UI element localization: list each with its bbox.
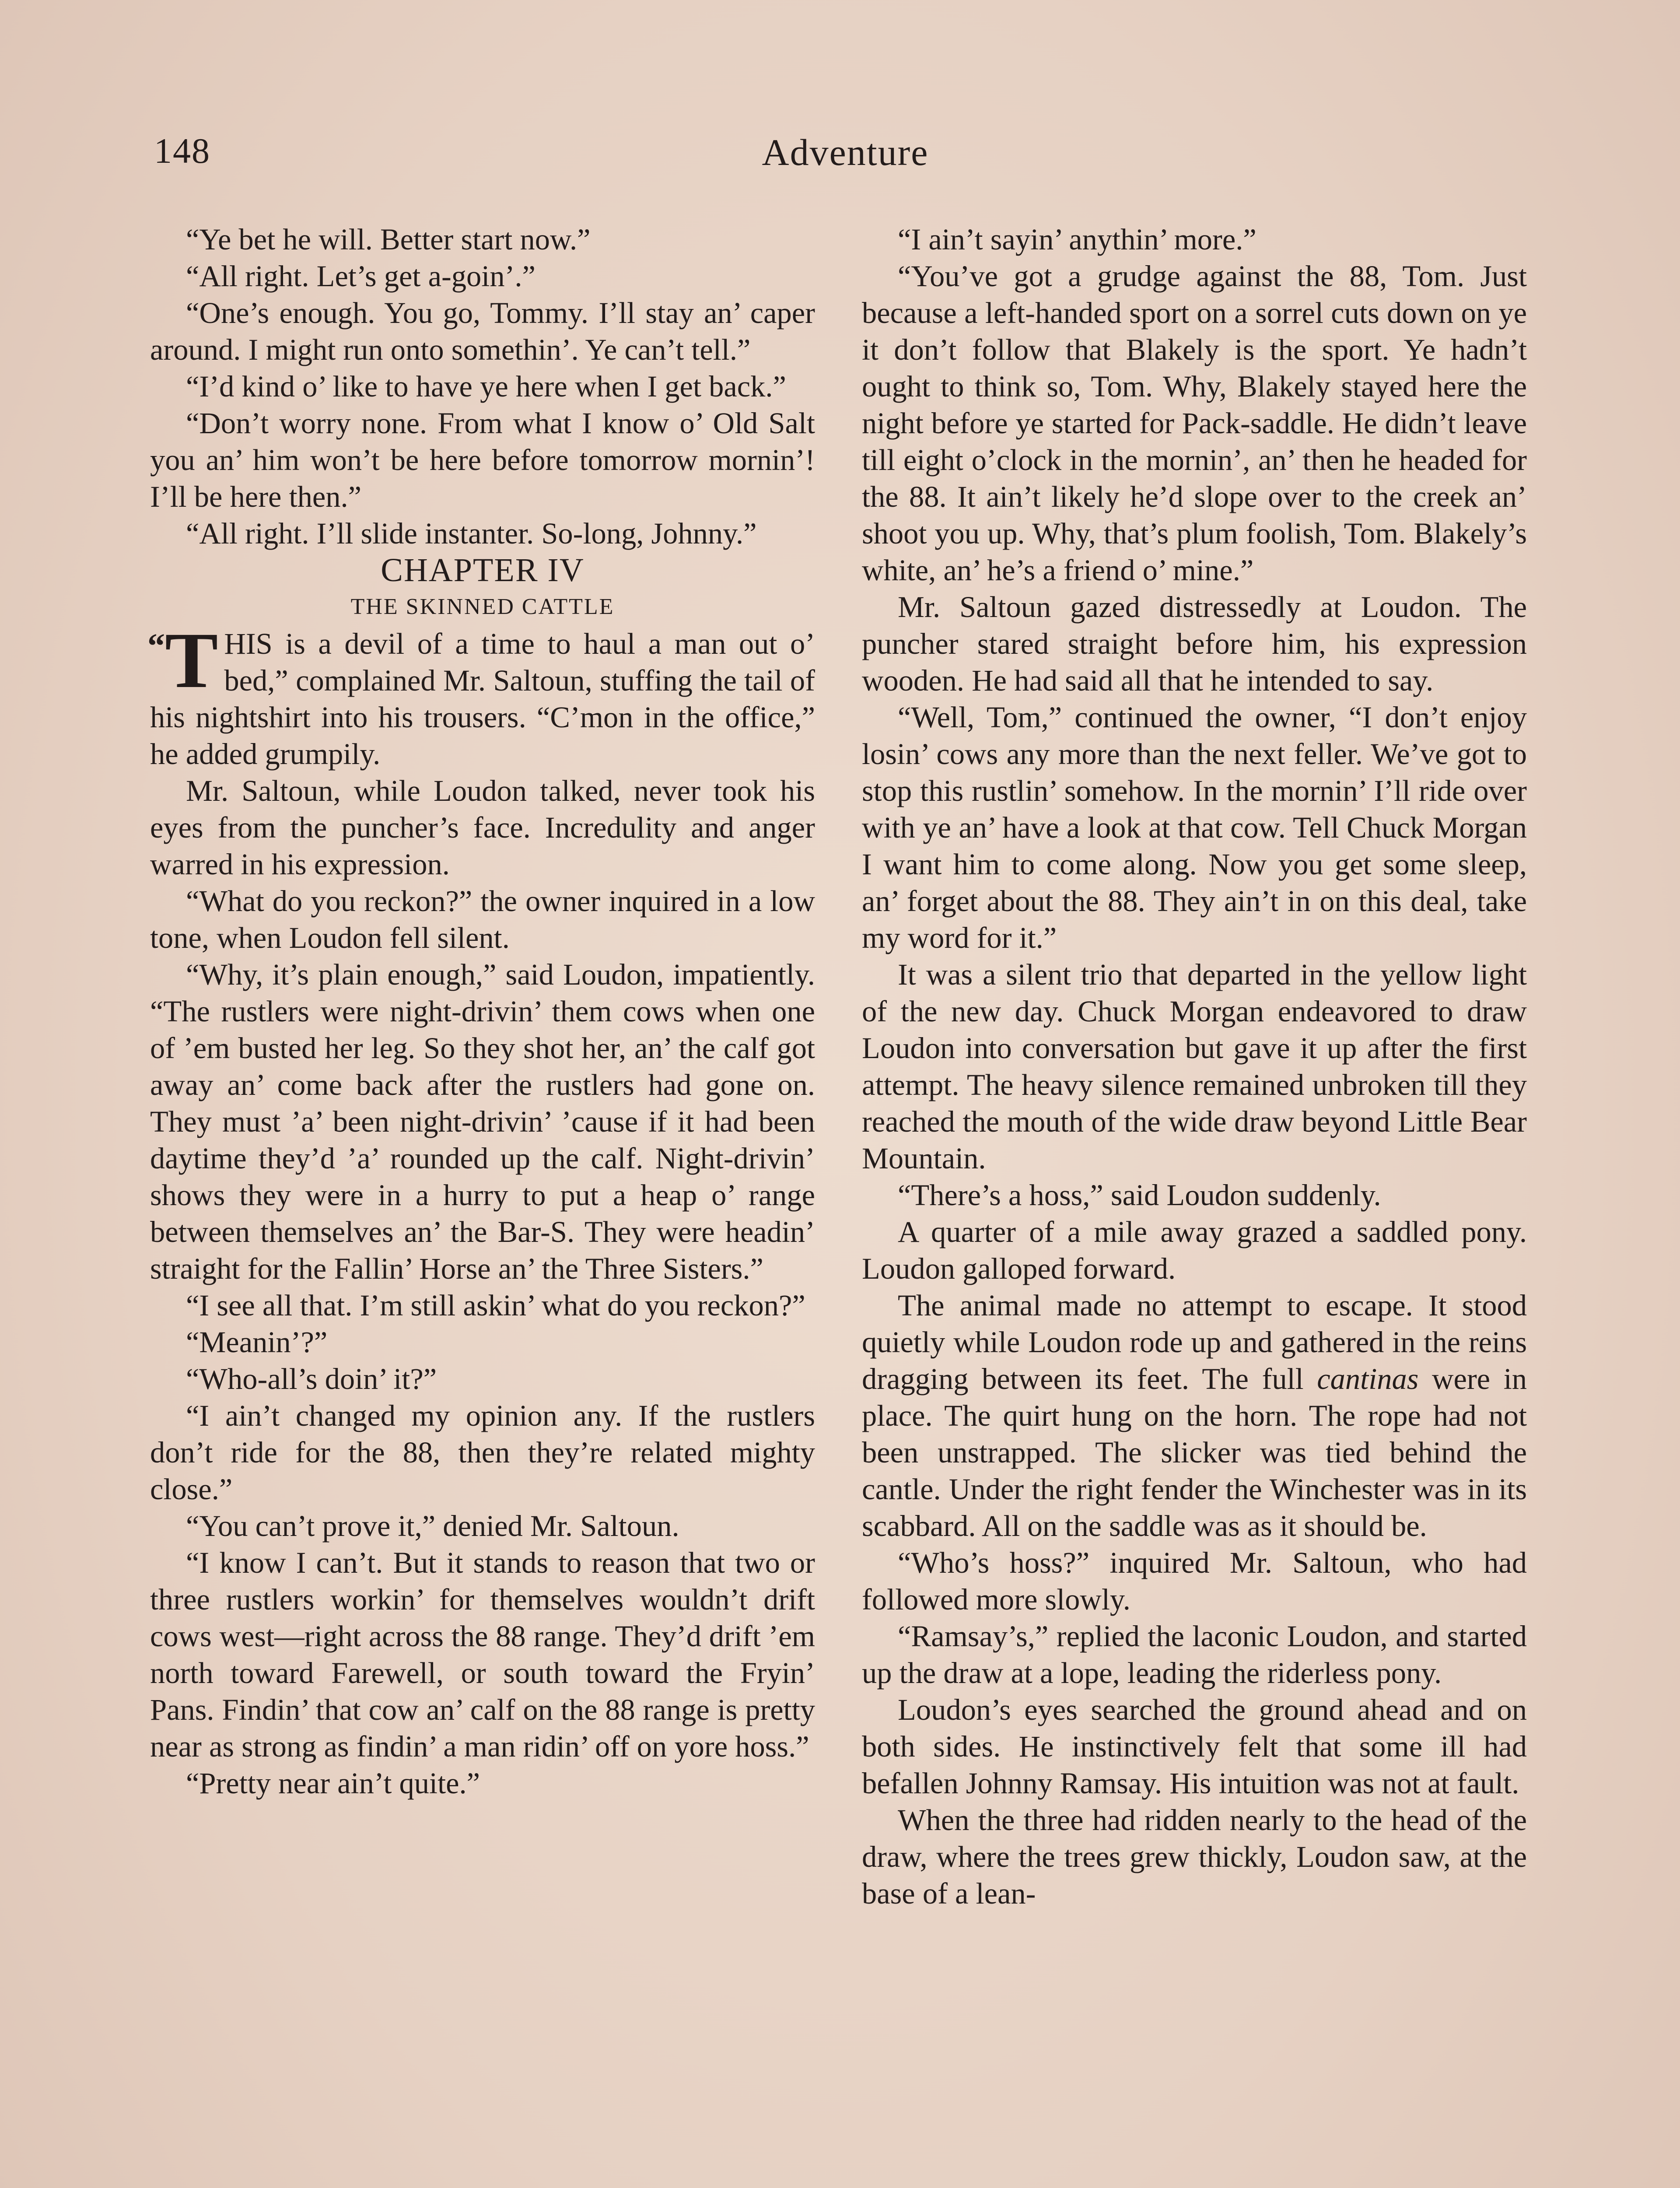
paragraphs-after-chapter xyxy=(150,772,815,1802)
paragraph: Mr. Saltoun, while Loudon talked, never took his eyes from the puncher’s face. Incredulity and anger warred in his expression. xyxy=(150,774,815,881)
paragraph: “I know I can’t. But it stands to reason that two or three rustlers workin’ for themselves wouldn’t drift cows west—right across the 88 range. They’d drift ’em north toward Farewell, or south toward the Fryin’ Pans. Findin’ that cow an’ calf on the 88 range is pretty near as strong as findin’ a man ridin’ off on yore hoss.” xyxy=(150,1546,815,1763)
paragraph: Loudon’s eyes searched the ground ahead and on both sides. He instinctively felt that some ill had befallen Johnny Ramsay. His intuition was not at fault. xyxy=(862,1693,1527,1800)
paragraph-text: were in place. The quirt hung on the horn. The rope had not been unstrapped. The slicker was tied behind the cantle. Under the right fender the Winchester was in its scabbard. All on the saddle was as it should be. xyxy=(862,1362,1527,1543)
paragraph: When the three had ridden nearly to the head of the draw, where the trees grew thickly, Loudon saw, at the base of a lean- xyxy=(862,1803,1527,1910)
italic-word: cantinas xyxy=(1317,1362,1419,1396)
paragraph: “What do you reckon?” the owner inquired in a low tone, when Loudon fell silent. xyxy=(150,884,815,954)
paragraph-text: The animal made no attempt to escape. It stood quietly while Loudon rode up and gathered in the reins dragging between its feet. The full xyxy=(862,1289,1527,1396)
left-column xyxy=(147,221,815,2188)
right-column xyxy=(862,221,1527,2188)
magazine-title: Adventure xyxy=(762,131,929,173)
paragraph: “Meanin’?” xyxy=(186,1325,328,1359)
paragraphs-right-a xyxy=(862,221,1527,1287)
paragraphs-before-chapter xyxy=(150,221,815,552)
chapter-title: CHAPTER IV xyxy=(381,552,584,589)
drop-cap-quote: “ xyxy=(147,627,165,666)
paragraph: “All right. Let’s get a-goin’.” xyxy=(186,259,536,293)
paragraph: “I ain’t changed my opinion any. If the rustlers don’t ride for the 88, then they’re related mighty close.” xyxy=(150,1399,815,1506)
paragraph: Mr. Saltoun gazed distressedly at Loudon. The puncher stared straight before him, his expression wooden. He had said all that he intended to say. xyxy=(862,590,1527,697)
paragraph: “Don’t worry none. From what I know o’ Old Salt you an’ him won’t be here before tomorrow mornin’! I’ll be here then.” xyxy=(150,407,815,513)
paragraph: “Who’s hoss?” inquired Mr. Saltoun, who had followed more slowly. xyxy=(862,1546,1527,1616)
paragraphs-right-b xyxy=(862,1544,1527,1912)
paragraph: “I ain’t sayin’ anythin’ more.” xyxy=(898,223,1256,256)
drop-cap-letter: T xyxy=(165,617,218,705)
paragraph: “All right. I’ll slide instanter. So-long, Johnny.” xyxy=(186,517,757,550)
paragraph: “Well, Tom,” continued the owner, “I don’t enjoy losin’ cows any more than the next feller. We’ve got to stop this rustlin’ somehow. In the mornin’ I’ll ride over with ye an’ have a look at that cow. Tell Chuck Morgan I want him to come along. Now you get some sleep, an’ forget about the 88. They ain’t in on this deal, take my word for it.” xyxy=(862,701,1527,954)
paragraph-cantinas xyxy=(862,1287,1527,1544)
paragraph: “There’s a hoss,” said Loudon suddenly. xyxy=(898,1178,1381,1212)
paragraph: It was a silent trio that departed in the yellow light of the new day. Chuck Morgan endeavored to draw Loudon into conversation but gave it up after the first attempt. The heavy silence remained unbroken till they reached the mouth of the wide draw beyond Little Bear Mountain. xyxy=(862,958,1527,1175)
paragraph: “You’ve got a grudge against the 88, Tom. Just because a left-handed sport on a sorrel cuts down on ye it don’t follow that Blakely is the sport. Ye hadn’t ought to think so, Tom. Why, Blakely stayed here the night before ye started for Pack-saddle. He didn’t leave till eight o’clock in the mornin’, an’ then he headed for the 88. It ain’t likely he’d slope over to the creek an’ shoot you up. Why, that’s plum foolish, Tom. Blakely’s white, an’ he’s a friend o’ mine.” xyxy=(862,259,1527,587)
paragraph: “Why, it’s plain enough,” said Loudon, impatiently. “The rustlers were night-drivin’ them cows when one of ’em busted her leg. So they shot her, an’ the calf got away an’ come back after the rustlers had gone on. They must ’a’ been night-drivin’ ’cause if it had been daytime they’d ’a’ rounded up the calf. Night-drivin’ shows they were in a hurry to put a heap o’ range between themselves an’ the Bar-S. They were headin’ straight for the Fallin’ Horse an’ the Three Sisters.” xyxy=(150,958,815,1285)
paragraph: “Who-all’s doin’ it?” xyxy=(186,1362,437,1396)
paragraph: “I see all that. I’m still askin’ what do you reckon?” xyxy=(186,1289,805,1322)
page-header xyxy=(154,130,1536,179)
paragraph: “Ramsay’s,” replied the laconic Loudon, and started up the draw at a lope, leading the riderless pony. xyxy=(862,1620,1527,1690)
page-number: 148 xyxy=(154,131,210,171)
chapter-opening-paragraph xyxy=(147,617,815,772)
paragraph: “Pretty near ain’t quite.” xyxy=(186,1767,480,1800)
chapter-opening-text: HIS is a devil of a time to haul a man out o’ bed,” complained Mr. Saltoun, stuffing the tail of his nightshirt into his trousers. “C’mon in the office,” he added grumpily. xyxy=(150,627,815,771)
paragraph: “One’s enough. You go, Tommy. I’ll stay an’ caper around. I might run onto somethin’. Ye can’t tell.” xyxy=(150,296,815,366)
chapter-subtitle: THE SKINNED CATTLE xyxy=(350,594,615,619)
drop-cap xyxy=(147,617,218,705)
paragraph: A quarter of a mile away grazed a saddled pony. Loudon galloped forward. xyxy=(862,1215,1527,1285)
paragraph: “You can’t prove it,” denied Mr. Saltoun. xyxy=(186,1509,679,1543)
paragraph: “Ye bet he will. Better start now.” xyxy=(186,223,591,256)
paragraph: “I’d kind o’ like to have ye here when I get back.” xyxy=(186,370,786,403)
